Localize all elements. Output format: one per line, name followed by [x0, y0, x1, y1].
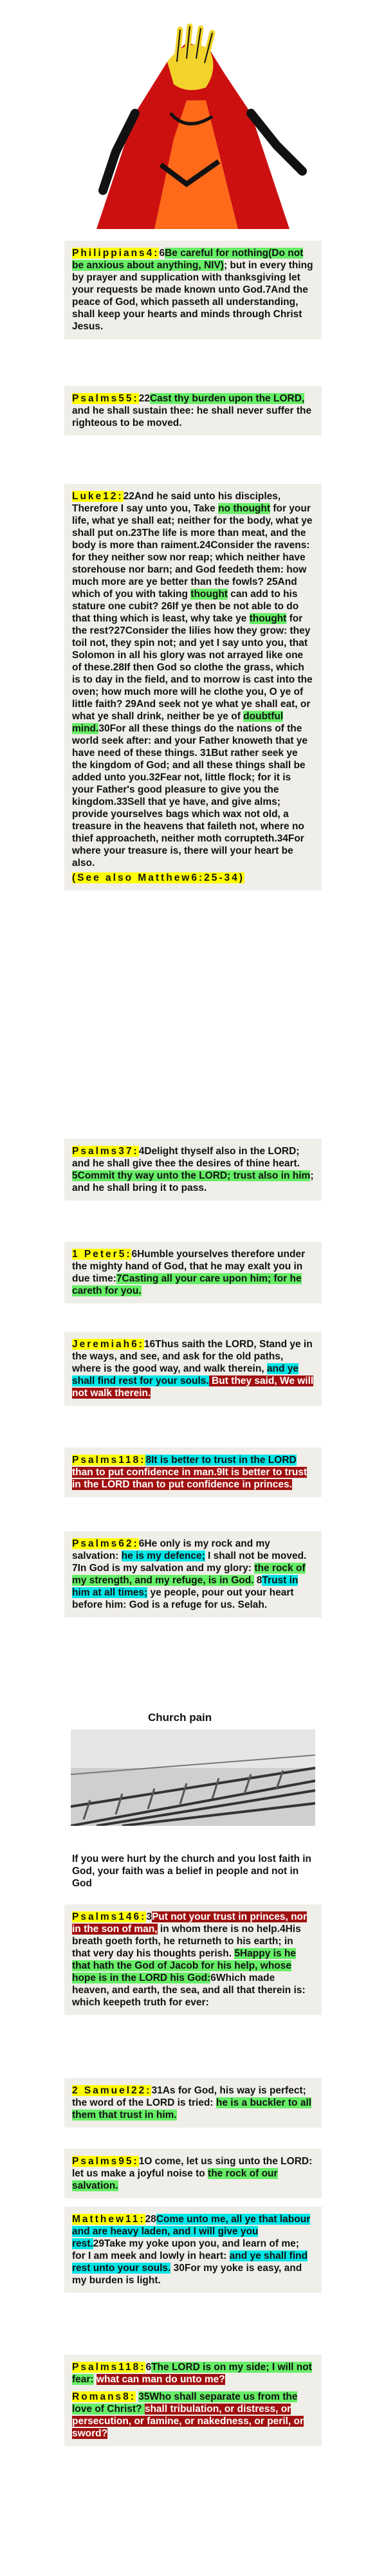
- verse-text: in whom there is no help.4His breath goeth forth, he returneth to his earth; in that very day his thoughts perish.: [72, 1924, 301, 1959]
- verse-highlight: and ye shall find rest for your souls.: [72, 1363, 299, 1386]
- verse-reference: Romans8:: [72, 2391, 136, 2402]
- verse-text: 29Take my yoke upon you, and learn of me; for I am meek and lowly in heart:: [72, 2238, 299, 2261]
- verse-block-psalms-118: [64, 1448, 322, 1497]
- verse-highlight: Cast thy burden upon the LORD,: [149, 393, 305, 404]
- verse-text: ; but in every thing by prayer and supplication with thanksgiving let your requests be made known unto God.: [72, 260, 313, 295]
- verse-text: can add to his stature one cubit? 26If ye then be not able to do that thing which is least, why take ye: [72, 589, 299, 624]
- verse-text: 6: [145, 2362, 152, 2373]
- verse-text: for your life, what ye shall eat; neither for the body, what ye shall put on.23The life is more than meat, and the body is more than raiment.24Consider the ravens: for they neither sow nor reap; which neither have storehouse nor barn; and God feedeth them: how much more are ye better than the fowls? 25And which of you with taking: [72, 503, 313, 600]
- verse-reference: Jeremiah6:: [72, 1339, 144, 1350]
- church-intro: [64, 1846, 322, 1896]
- verse-reference: Psalms118:: [72, 1455, 146, 1466]
- verse-highlight: he is my defence;: [121, 1550, 205, 1561]
- verse-text: 3: [146, 1911, 152, 1922]
- verse-highlight: Trust in him at all times;: [72, 1575, 299, 1598]
- verse-text: 4Delight thyself also in the LORD; and he shall give thee the desires of thine heart.: [72, 1146, 300, 1169]
- see-also-reference: (See also Matthew6:25-34): [72, 872, 244, 883]
- verse-text: I shall not be moved. 7In God is my salvation and my glory:: [72, 1550, 307, 1574]
- verse-reference: Luke12:: [72, 491, 124, 502]
- verse-highlight: doubtful mind.: [72, 711, 284, 734]
- verse-reference: Psalms118:: [72, 2362, 146, 2373]
- verse-highlight: But they said, We will not walk therein.: [72, 1375, 314, 1399]
- verse-highlight: than to put confidence in man.9It is better to trust in the LORD than to put confidence in princes.: [72, 1467, 308, 1490]
- verse-block-psalms-62: [64, 1531, 322, 1617]
- verse-highlight: no thought: [218, 503, 271, 514]
- verse-text: 6Humble yourselves therefore under the mighty hand of God, that he may exalt you in due time:: [72, 1249, 306, 1284]
- verse-text: 22: [138, 393, 150, 404]
- verse-highlight: the rock of our salvation.: [72, 2168, 278, 2191]
- verse-block-jeremiah-6: [64, 1332, 322, 1406]
- verse-highlight: thought: [190, 589, 228, 600]
- railroad-tracks-icon: [71, 1729, 315, 1826]
- verse-text: 28: [145, 2214, 156, 2225]
- verse-reference: Matthew11:: [72, 2214, 145, 2225]
- verse-block-psalms-146: [64, 1904, 322, 2015]
- verse-text: 30For all these things do the nations of the world seek after: and your Father knoweth that ye have need of these things. 31But rather seek ye the kingdom of God; and all these things shall be added unto you.32Fear not, little flock; for it is your Father's good pleasure to give you the kingdom.33Sell that ye have, and give alms; provide yourselves bags which wax not old, a treasure in the heavens that faileth not, where no thief approacheth, neither moth corrupteth.34For where your treasure is, there will your heart be also.: [72, 723, 308, 869]
- verse-highlight: he is a buckler to all them that trust in him.: [72, 2097, 312, 2121]
- verse-highlight: what can man do unto me?: [96, 2374, 225, 2385]
- verse-highlight: 8It is better to trust in the LORD: [145, 1455, 297, 1466]
- verse-reference: Psalms55:: [72, 393, 139, 404]
- verse-block-philippians-4: [64, 241, 322, 339]
- verse-block-luke-12: [64, 484, 322, 890]
- verse-block-psalms-55: [64, 386, 322, 436]
- verse-reference: 2 Samuel22:: [72, 2085, 152, 2096]
- verse-highlight: 5Commit thy way unto the LORD; trust also in him: [72, 1170, 311, 1181]
- verse-reference: Philippians4:: [72, 248, 160, 259]
- verse-text: ye people, pour out your heart before him: God is a refuge for us. Selah.: [72, 1587, 294, 1610]
- verse-block-matthew-11: [64, 2207, 322, 2293]
- verse-reference: Psalms62:: [72, 1538, 139, 1549]
- verse-text: 30For my yoke is easy, and my burden is light.: [72, 2263, 302, 2286]
- church-intro-text: If you were hurt by the church and you lost faith in God, your faith was a belief in people and not in God: [72, 1854, 312, 1889]
- anguished-hands-figure-icon: [58, 23, 328, 229]
- verse-highlight: Be careful for nothing(Do not be anxious about anything, NIV): [72, 248, 304, 271]
- verse-text: 31As for God, his way is perfect; the word of the LORD is tried:: [72, 2085, 306, 2108]
- verse-text: ; and he shall bring it to pass.: [72, 1170, 314, 1193]
- verse-highlight: and ye shall find rest unto your souls.: [72, 2250, 308, 2274]
- verse-reference: Psalms95:: [72, 2156, 139, 2167]
- verse-text: 8: [253, 1575, 262, 1586]
- verse-text: 7And the peace of God, which passeth all understanding, shall keep your hearts and minds through Christ Jesus.: [72, 284, 308, 332]
- verse-text: 1O come, let us sing unto the LORD: let us make a joyful noise to: [72, 2156, 313, 2179]
- verse-block-psalms-118-romans-8: [64, 2355, 322, 2446]
- verse-highlight: The LORD is on my side; I will not fear:: [72, 2362, 312, 2385]
- verse-text: 6: [159, 248, 165, 259]
- verse-text: and he shall sustain thee: he shall never suffer the righteous to be moved.: [72, 405, 312, 428]
- verse-highlight: 35Who shall separate us from the love of Christ?: [72, 2391, 298, 2415]
- verse-highlight: shall tribulation, or distress, or persecution, or famine, or nakedness, or peril, or sword?: [72, 2404, 304, 2439]
- verse-highlight: the rock of my strength, and my refuge, is in God.: [72, 1563, 306, 1586]
- verse-highlight: Come unto me, all ye that labour and are heavy laden, and I will give you rest.: [72, 2214, 311, 2249]
- verse-text: 22And he said unto his disciples, Therefore I say unto you, Take: [72, 491, 281, 514]
- verse-highlight: thought: [249, 613, 287, 624]
- verse-block-psalms-37: [64, 1139, 322, 1201]
- verse-text: 6He only is my rock and my salvation:: [72, 1538, 270, 1561]
- verse-text: for the rest?27Consider the lilies how they grow: they toil not, they spin not; and yet I say unto you, that Solomon in all his glory was not arrayed like one of these.28If then God so clothe the grass, which is to day in the field, and to morrow is cast into the oven; how much more will he clothe you, O ye of little faith? 29And seek not ye what ye shall eat, or what ye shall drink, neither be ye of: [72, 613, 313, 722]
- verse-block-2-samuel-22: [64, 2078, 322, 2128]
- verse-reference: Psalms146:: [72, 1911, 147, 1922]
- verse-highlight: 5Happy is he that hath the God of Jacob for his help, whose hope is in the LORD his God:: [72, 1948, 296, 1983]
- verse-highlight: Put not your trust in princes, nor in the son of man,: [72, 1911, 308, 1935]
- verse-text: 6Which made heaven, and earth, the sea, and all that therein is: which keepeth truth for ever:: [72, 1973, 306, 2008]
- verse-text: 16Thus saith the LORD, Stand ye in the ways, and see, and ask for the old paths, where is the good way, and walk therein,: [72, 1339, 313, 1374]
- verse-block-psalms-95: [64, 2149, 322, 2198]
- verse-reference: Psalms37:: [72, 1146, 139, 1157]
- section-title-church-pain: Church pain: [148, 1711, 212, 1724]
- verse-reference: 1 Peter5:: [72, 1249, 132, 1260]
- verse-highlight: 7Casting all your care upon him; for he careth for you.: [72, 1273, 302, 1296]
- verse-block-1-peter-5: [64, 1242, 322, 1303]
